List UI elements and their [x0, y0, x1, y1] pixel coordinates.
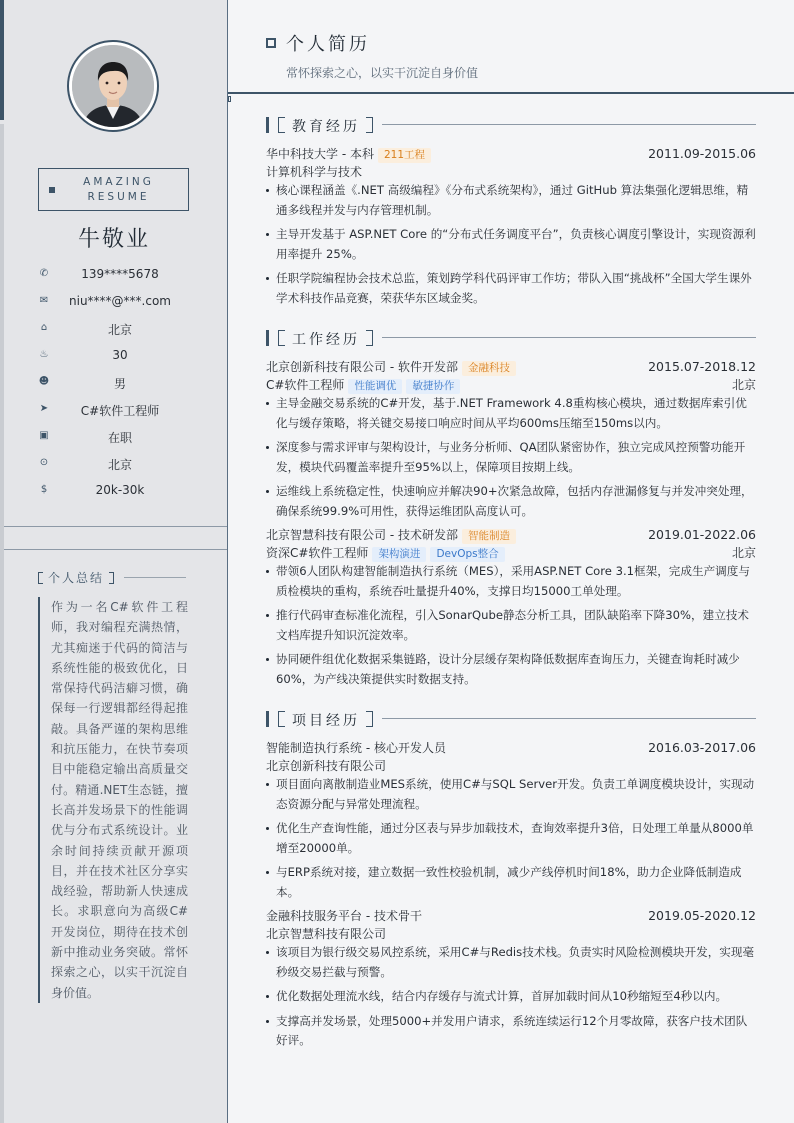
skill-tag: 敏捷协作 [406, 379, 460, 394]
info-position [38, 399, 213, 426]
work-date: 2015.07-2018.12 [648, 359, 756, 374]
bracket-right-icon [366, 330, 373, 346]
project-entry [266, 739, 756, 907]
main-content [228, 0, 794, 1123]
project-bullets [266, 943, 756, 1051]
info-value: 男 [113, 377, 126, 391]
company-name: 北京创新科技有限公司 - 软件开发部 [266, 360, 458, 374]
info-gender [38, 372, 213, 399]
education-header-row [266, 145, 756, 163]
work-header-row [266, 526, 756, 544]
school-tag: 211工程 [378, 148, 431, 163]
section-heading-projects [266, 711, 756, 727]
list-item: 任职学院编程协会技术总监，策划跨学科代码评审工作坊；带队入围“挑战杯”全国大学生课外学术科技作品竞赛，荣获华东区域金奖。 [266, 269, 756, 308]
list-item: 项目面向离散制造业MES系统，使用C#与SQL Server开发。负责工单调度模块设计，实现动态资源分配与异常处理流程。 [266, 775, 756, 814]
header-marker-icon [228, 96, 231, 102]
home-icon: ⌂ [40, 322, 48, 333]
project-name: 金融科技服务平台 - 技术骨干 [266, 909, 422, 923]
info-value: niu****@***.com [69, 294, 171, 308]
send-icon: ➤ [39, 403, 49, 414]
industry-tag: 金融科技 [462, 361, 516, 376]
bracket-right-icon [109, 572, 114, 584]
resume-badge [38, 168, 189, 211]
list-item: 该项目为银行级交易风控系统，采用C#与Redis技术栈。负责实时风险检测模块开发，实现毫秒级交易拦截与预警。 [266, 943, 756, 982]
list-item: 主导金融交易系统的C#开发，基于.NET Framework 4.8重构核心模块，通过数据库索引优化与缓存策略，将关键交易接口响应时间从平均600ms压缩至150ms以内。 [266, 394, 756, 433]
bracket-left-icon [38, 572, 43, 584]
sidebar-divider [4, 549, 227, 550]
info-status [38, 426, 213, 453]
work-header-row [266, 358, 756, 376]
section-rule [382, 718, 756, 719]
list-item: 带领6人团队构建智能制造执行系统（MES），采用ASP.NET Core 3.1框架，完成生产调度与质检模块的重构，系统吞吐量提升40%，支撑日均15000工单处理。 [266, 562, 756, 601]
section-title: 工作经历 [292, 332, 360, 348]
page-title: 个人简历 [286, 34, 370, 55]
project-header-row [266, 739, 756, 757]
section-bar-icon [266, 330, 269, 346]
header-rule [228, 92, 794, 94]
mail-icon: ✉ [39, 295, 49, 306]
list-item: 与ERP系统对接，建立数据一致性校验机制，减少产线停机时间18%，助力企业降低制造成本。 [266, 863, 756, 902]
education-bullets [266, 181, 756, 308]
info-value: 北京 [107, 323, 132, 337]
project-bullets [266, 775, 756, 902]
section-bar-icon [266, 117, 269, 133]
info-value: 在职 [107, 431, 132, 445]
education-date: 2011.09-2015.06 [648, 146, 756, 161]
work-role-row [266, 376, 756, 394]
sidebar-accent-strip [0, 0, 4, 120]
candidate-name: 牛敬业 [77, 227, 150, 252]
page-subtitle: 常怀探索之心，以实干沉淀自身价值 [286, 66, 479, 80]
bracket-right-icon [366, 711, 373, 727]
info-value: 20k-30k [95, 483, 145, 497]
bracket-right-icon [366, 117, 373, 133]
contact-info-list [38, 264, 213, 507]
project-company: 北京创新科技有限公司 [266, 759, 387, 773]
project-date: 2016.03-2017.06 [648, 740, 756, 755]
work-entry [266, 358, 756, 526]
project-header-row [266, 907, 756, 925]
section-rule [382, 124, 756, 125]
info-value: 139****5678 [81, 267, 159, 281]
list-item: 推行代码审查标准化流程，引入SonarQube静态分析工具，团队缺陷率下降30%，建立技术文档库提升知识沉淀效率。 [266, 606, 756, 645]
section-heading-work [266, 330, 756, 346]
briefcase-icon: ▣ [39, 430, 49, 441]
list-item: 核心课程涵盖《.NET 高级编程》《分布式系统架构》，通过 GitHub 算法集强化逻辑思维，精通多线程并发与内存管理机制。 [266, 181, 756, 220]
work-entry [266, 526, 756, 694]
face-icon: ☻ [38, 376, 50, 387]
project-date: 2019.05-2020.12 [648, 908, 756, 923]
bracket-left-icon [278, 330, 285, 346]
sidebar [0, 0, 228, 1123]
avatar-frame [67, 40, 159, 132]
bracket-left-icon [278, 711, 285, 727]
phone-icon: ✆ [39, 268, 49, 279]
location-icon: ⊙ [39, 457, 49, 468]
project-entry [266, 907, 756, 1056]
company-name: 北京智慧科技有限公司 - 技术研发部 [266, 528, 458, 542]
summary-text: 作为一名C#软件工程师，我对编程充满热情，尤其痴迷于代码的简洁与系统性能的极致优化，日常保持代码洁癖习惯，确保每一行逻辑都经得起推敲。具备严谨的架构思维和抗压能力，在快节奏项目中能稳定输出高质量交付。精通.NET生态链，擅长高并发场景下的性能调优与分布式系统设计。业余时间持续贡献开源项目，并在技术社区分享实战经验，帮助新人快速成长。求职意向为高级C#开发岗位，期待在技术创新中推动业务突破。常怀探索之心，以实干沉淀自身价值。 [38, 597, 188, 1003]
work-role-row [266, 544, 756, 562]
list-item: 协同硬件组优化数据采集链路，设计分层缓存架构降低数据库查询压力，关键查询耗时减少60%，为产线决策提供实时数据支持。 [266, 650, 756, 689]
work-city: 北京 [731, 546, 756, 560]
badge-square-icon [49, 187, 55, 193]
list-item: 优化数据处理流水线，结合内存缓存与流式计算，首屏加载时间从10秒缩短至4秒以内。 [266, 987, 756, 1007]
list-item: 主导开发基于 ASP.NET Core 的“分布式任务调度平台”，负责核心调度引擎设计，实现资源利用率提升 25%。 [266, 225, 756, 264]
info-location [38, 453, 213, 480]
avatar [72, 45, 154, 127]
cake-icon: ♨ [39, 349, 49, 360]
section-title: 教育经历 [292, 119, 360, 135]
work-bullets [266, 562, 756, 689]
summary-heading-text: 个人总结 [48, 571, 105, 585]
industry-tag: 智能制造 [462, 529, 516, 544]
info-residence [38, 318, 213, 345]
section-title: 项目经历 [292, 713, 360, 729]
info-salary [38, 480, 213, 507]
money-icon: $ [40, 484, 48, 495]
work-bullets [266, 394, 756, 521]
info-age [38, 345, 213, 372]
info-value: 30 [112, 348, 128, 362]
summary-heading [38, 569, 114, 586]
sidebar-edge-strip [0, 124, 4, 1123]
section-bar-icon [266, 711, 269, 727]
info-value: 北京 [107, 458, 132, 472]
bracket-left-icon [278, 117, 285, 133]
project-name: 智能制造执行系统 - 核心开发人员 [266, 741, 446, 755]
project-company: 北京智慧科技有限公司 [266, 927, 387, 941]
skill-tag: 性能调优 [348, 379, 402, 394]
work-date: 2019.01-2022.06 [648, 527, 756, 542]
major: 计算机科学与技术 [266, 165, 363, 179]
avatar-portrait-icon [72, 45, 154, 127]
job-role: 资深C#软件工程师 [266, 546, 369, 560]
sidebar-divider [4, 526, 227, 527]
info-value: C#软件工程师 [80, 404, 160, 418]
school-name: 华中科技大学 - 本科 [266, 147, 374, 161]
list-item: 支撑高并发场景，处理5000+并发用户请求，系统连续运行12个月零故障，获客户技术团队好评。 [266, 1012, 756, 1051]
list-item: 运维线上系统稳定性，快速响应并解决90+次紧急故障，包括内存泄漏修复与并发冲突处理，确保系统99.9%可用性，获得运维团队高度认可。 [266, 482, 756, 521]
work-city: 北京 [731, 378, 756, 392]
list-item: 深度参与需求评审与架构设计，与业务分析师、QA团队紧密协作，独立完成风控预警功能开发，模块代码覆盖率提升至95%以上，保障项目按期上线。 [266, 438, 756, 477]
skill-tag: DevOps整合 [430, 547, 504, 562]
section-rule [382, 337, 756, 338]
info-email [38, 291, 213, 318]
list-item: 优化生产查询性能，通过分区表与异步加载技术，查询效率提升3倍，日处理工单量从8000单增至20000单。 [266, 819, 756, 858]
education-entry [266, 145, 756, 313]
summary-heading-rule [124, 577, 186, 578]
job-role: C#软件工程师 [266, 378, 345, 392]
skill-tag: 架构演进 [372, 547, 426, 562]
info-phone [38, 264, 213, 291]
section-heading-education [266, 117, 756, 133]
title-square-icon [266, 38, 276, 48]
badge-text: AMAZING RESUME [83, 176, 154, 203]
